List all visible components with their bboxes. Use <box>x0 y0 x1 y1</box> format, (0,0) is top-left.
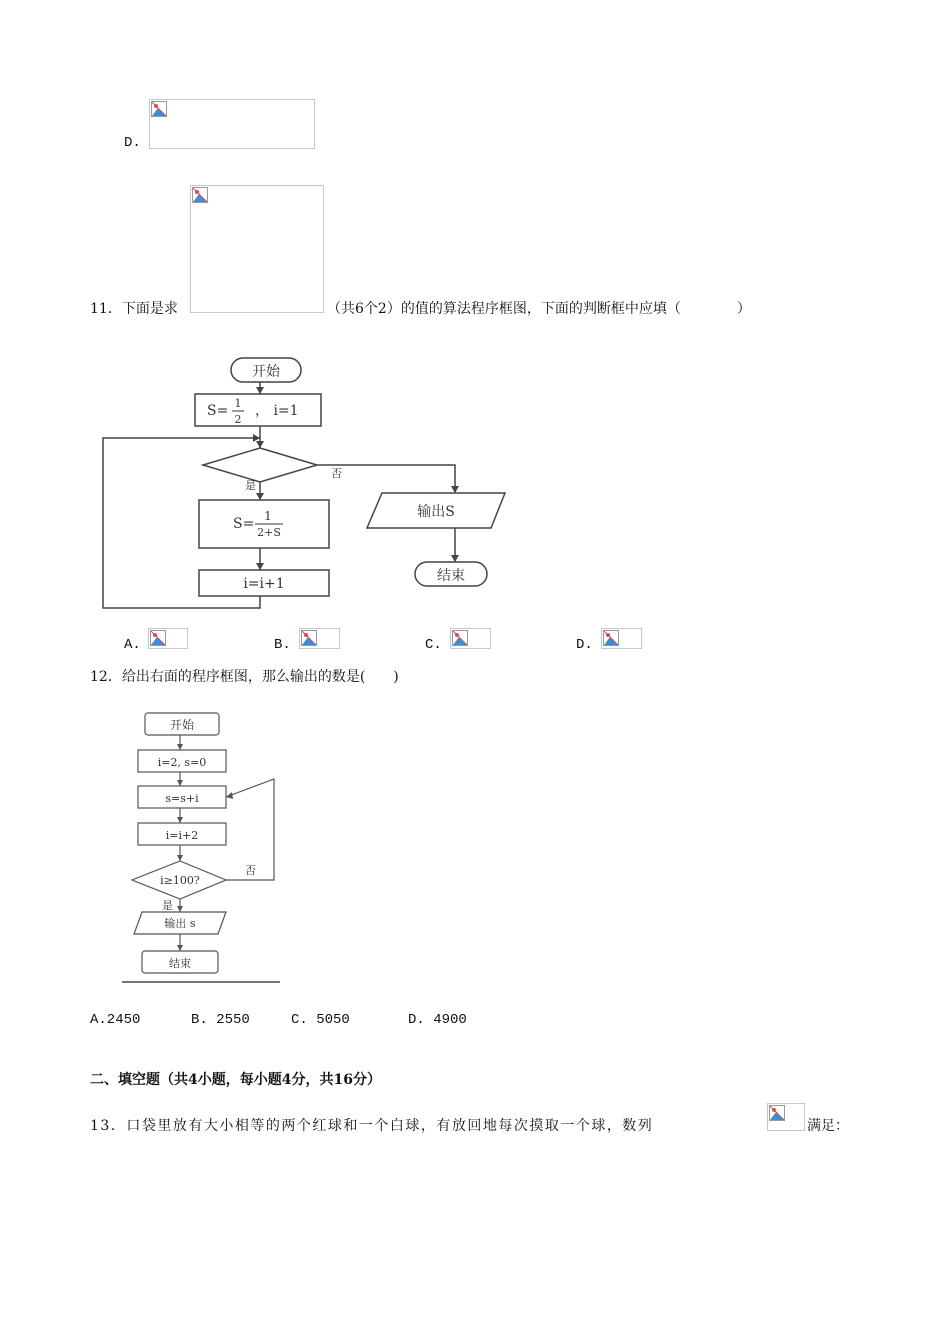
q11-option-d-label: D. <box>576 637 593 653</box>
q12-flowchart <box>120 706 290 986</box>
broken-image-icon <box>769 1105 785 1121</box>
q12-flow-incr: i=i+2 <box>165 829 199 842</box>
q11-stem-prefix: 11．下面是求 <box>90 301 178 317</box>
broken-image-icon <box>301 630 317 646</box>
q11-flow-init-s: S= <box>207 403 229 419</box>
q11-option-a-label: A. <box>124 637 141 653</box>
q11-option-b-label: B. <box>274 637 291 653</box>
q12-flow-sum: s=s+i <box>165 792 199 805</box>
q12-option-b: B. 2550 <box>191 1012 250 1028</box>
q11-flow-yes: 是 <box>245 479 256 492</box>
q11-flow-init-i: ， i=1 <box>255 403 299 419</box>
section-title-fill-in: 二、填空题（共4小题，每小题4分，共16分） <box>90 1072 381 1088</box>
broken-image-icon <box>452 630 468 646</box>
broken-image-icon <box>603 630 619 646</box>
q12-flow-cond: i≥100? <box>160 874 200 887</box>
q11-flow-frac-den: 2 <box>234 413 242 426</box>
q11-expression-image <box>190 185 324 313</box>
broken-image-icon <box>151 101 167 117</box>
q11-option-d-image <box>601 628 642 649</box>
q11-option-c-label: C. <box>425 637 442 653</box>
broken-image-icon <box>192 187 208 203</box>
q10-option-d-label: D. <box>124 135 141 151</box>
q12-flow-end: 结束 <box>169 957 191 970</box>
q11-stem-suffix: （共6个2）的值的算法程序框图，下面的判断框中应填（ ） <box>327 301 751 317</box>
q11-flow-no: 否 <box>331 467 342 480</box>
q11-flow-update-num: 1 <box>264 509 272 523</box>
q11-flow-update-den: 2+S <box>257 526 281 539</box>
q12-option-c: C. 5050 <box>291 1012 350 1028</box>
q12-flow-no: 否 <box>245 864 256 877</box>
q11-flow-start: 开始 <box>252 364 280 380</box>
q11-option-a-image <box>148 628 188 649</box>
broken-image-icon <box>150 630 166 646</box>
q12-stem: 12．给出右面的程序框图，那么输出的数是( ) <box>90 669 399 685</box>
q11-flow-incr: i=i+1 <box>243 576 285 592</box>
q13-stem-prefix: 13．口袋里放有大小相等的两个红球和一个白球，有放回地每次摸取一个球，数列 <box>90 1118 654 1134</box>
q11-flow-end: 结束 <box>437 568 465 584</box>
q13-stem-suffix: 满足： <box>807 1118 849 1134</box>
q12-flow-init: i=2, s=0 <box>157 756 207 769</box>
q11-flow-frac-num: 1 <box>234 397 242 410</box>
q12-option-d: D. 4900 <box>408 1012 467 1028</box>
q11-flow-output: 输出S <box>417 504 455 520</box>
q12-flow-output: 输出 s <box>164 917 196 930</box>
q12-flow-start: 开始 <box>169 718 195 732</box>
q10-option-d-image <box>149 99 315 149</box>
q12-flow-yes: 是 <box>162 899 173 912</box>
q13-sequence-image <box>767 1103 805 1131</box>
q11-flow-update-lhs: S= <box>233 516 255 532</box>
q11-flowchart <box>95 350 515 615</box>
q11-option-b-image <box>299 628 340 649</box>
q11-option-c-image <box>450 628 491 649</box>
q12-option-a: A.2450 <box>90 1012 141 1028</box>
